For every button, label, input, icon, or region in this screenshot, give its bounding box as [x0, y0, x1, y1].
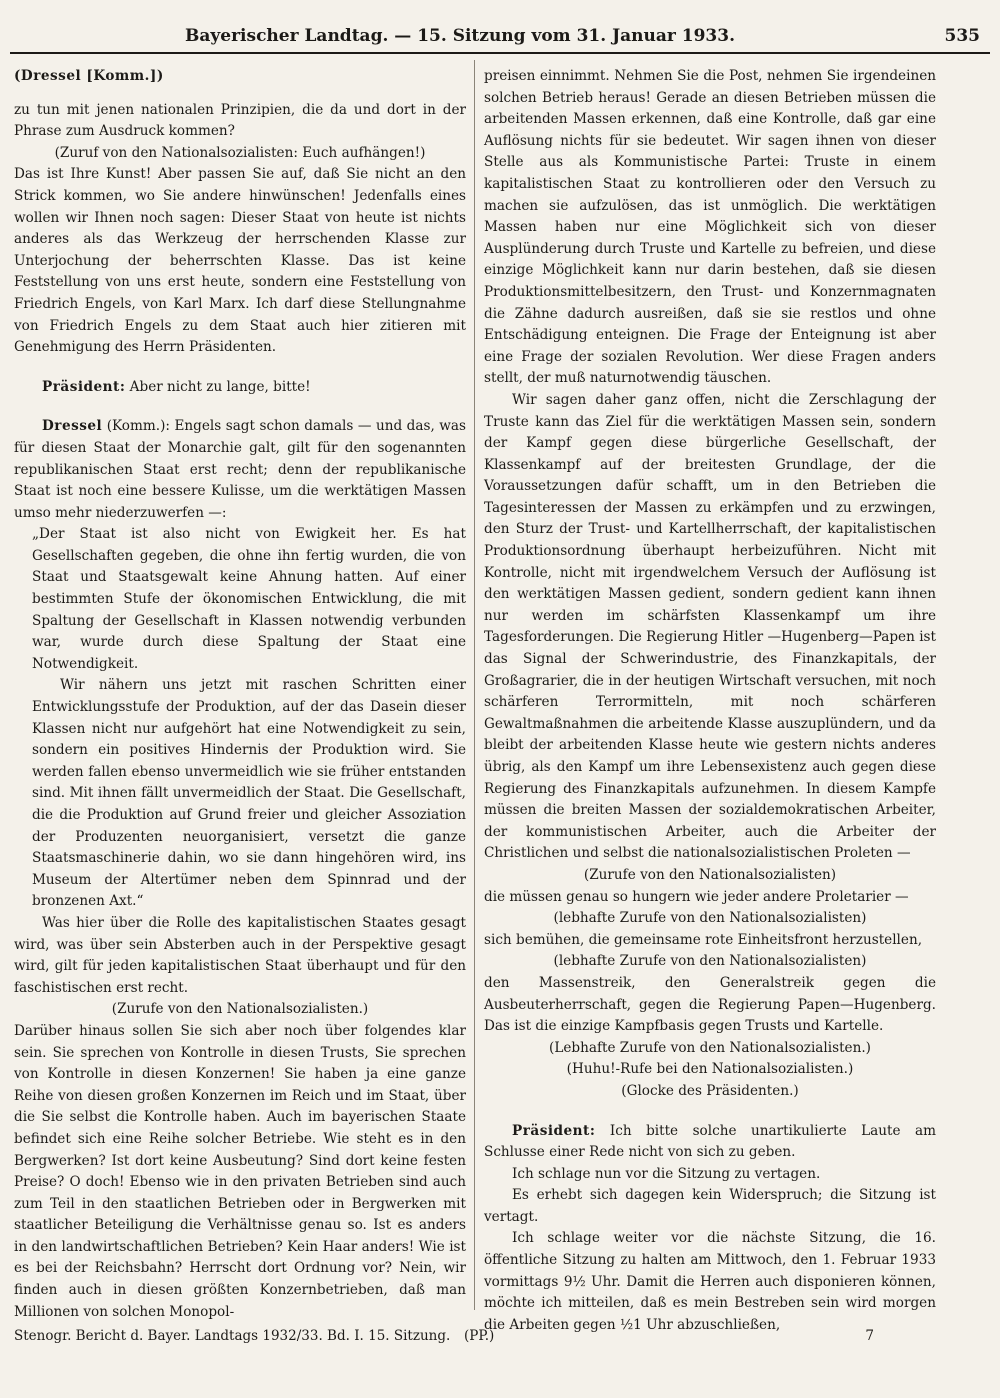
paragraph: Was hier über die Rolle des kapitalistischen Staates gesagt wird, was über sein Absterben auch in der Perspektive gesagt wird, gilt für jeden kapitalistischen Staat überhaupt und für den faschistischen erst recht. — [14, 914, 466, 996]
paragraph: den Massenstreik, den Generalstreik gegen die Ausbeuterherrschaft, gegen die Regierung Papen—Hugenberg. Das ist die einzige Kampfbasis gegen Trusts und Kartelle. — [484, 974, 936, 1035]
speaker-name: Präsident: — [42, 378, 126, 395]
speech-text: Engels sagt schon damals — und das, was für diesen Staat der Monarchie galt, gilt für den sogenannten republikanischen Staat erst recht; denn der republikanische Staat ist noch eine bessere Kulisse, um die werktätigen Massen umso mehr niederzuwerfen —: — [14, 418, 466, 521]
interjection: (lebhafte Zurufe von den Nationalsozialisten) — [553, 953, 867, 970]
column-divider — [474, 60, 475, 1310]
continued-speaker: (Dressel [Komm.]) — [14, 68, 164, 84]
quotation: „Der Staat ist also nicht von Ewigkeit her. Es hat Gesellschaften gegeben, die ohne ihn fertig wurden, die von Staat und Staatsgewalt keine Ahnung hatten. Auf einer bestimmten Stufe der ökonomischen Entwicklung, die mit Spaltung der Gesellschaft in Klassen notwendig verbunden war, wurde durch diese Spaltung der Staat eine Notwendigkeit. — [32, 526, 466, 672]
speaker-name: Präsident: — [512, 1122, 596, 1139]
paragraph: Es erhebt sich dagegen kein Widerspruch; die Sitzung ist vertagt. — [484, 1187, 936, 1225]
paragraph: Das ist Ihre Kunst! Aber passen Sie auf, daß Sie nicht an den Strick kommen, wo Sie andere hinwünschen! Jedenfalls eines wollen wir Ihnen noch sagen: Dieser Staat von heute ist nichts anderes als das Werkzeug der herrschenden Klasse zur Unterjochung der beherrschten Klasse. Das ist keine Feststellung von uns erst heute, sondern eine Feststellung von Friedrich Engels, von Karl Marx. Ich darf diese Stellungnahme von Friedrich Engels zu dem Staat auch hier zitieren mit Genehmigung des Herrn Präsidenten. — [14, 166, 466, 356]
paragraph: Ich schlage weiter vor die nächste Sitzung, die 16. öffentliche Sitzung zu halten am Mittwoch, den 1. Februar 1933 vormittags 9½ Uhr. Damit die Herren auch disponieren können, möchte ich mitteilen, daß es mein Bestreben sein wird morgen die Arbeiten gegen ½1 Uhr abzuschließen, — [484, 1230, 936, 1333]
running-title: Bayerischer Landtag. — 15. Sitzung vom 31. Januar 1933. — [185, 26, 735, 46]
paragraph: Darüber hinaus sollen Sie sich aber noch über folgendes klar sein. Sie sprechen von Kontrolle in diesen Trusts, Sie sprechen von Kontrolle in diesen Konzernen! Sie haben ja eine ganze Reihe von diesen großen Konzernen im Reich und im Staat, über die Sie selbst die Kontrolle haben. Auch im bayerischen Staate befindet sich eine Reihe solcher Betriebe. Wie steht es in den Bergwerken? Ist dort keine Ausbeutung? Sind dort keine festen Preise? O doch! Ebenso wie in den privaten Betrieben sind auch zum Teil in den staatlichen Betrieben oder in Bergwerken mit staatlicher Beteiligung die Verhältnisse genau so. Ist es anders in den landwirtschaftlichen Betrieben? Kein Haar anders! Wie ist es bei der Reichsbahn? Herrscht dort Ordnung vor? Nein, wir finden auch in diesen größten Konzernbetrieben, daß man Millionen von solchen Monopol- — [14, 1022, 466, 1320]
page-footer — [14, 1328, 974, 1354]
paragraph: Ich schlage nun vor die Sitzung zu vertagen. — [512, 1165, 821, 1182]
right-column — [484, 66, 936, 1333]
interjection: (Huhu!-Rufe bei den Nationalsozialisten.) — [566, 1061, 854, 1078]
interjection: (Zurufe von den Nationalsozialisten.) — [111, 1001, 369, 1018]
footer-reference: Stenogr. Bericht d. Bayer. Landtags 1932/33. Bd. I. 15. Sitzung. — [14, 1328, 451, 1344]
paragraph: Wir sagen daher ganz offen, nicht die Zerschlagung der Truste kann das Ziel für die werktätigen Massen sein, sondern der Kampf gegen diese bürgerliche Gesellschaft, der Klassenkampf auf der breitesten Grundlage, der die Voraussetzungen dafür schafft, um in den Betrieben die Tagesinteressen der Massen zu erkämpfen und zu erzwingen, den Sturz der Trust- und Kartellherrschaft, der kapitalistischen Produktionsordnung überhaupt herbeizuführen. Nicht mit Kontrolle, nicht mit irgendwelchem Versuch der Auflösung ist den werktätigen Massen gedient, sondern gedient kann ihnen nur werden im schärfsten Klassenkampf um ihre Tagesforderungen. Die Regierung Hitler —Hugenberg—Papen ist das Signal der Schwerindustrie, des Finanzkapitals, der Großagrarier, die in der heutigen Wirtschaft versuchen, mit noch schärferen Terrormitteln, mit noch schärferen Gewaltmaßnahmen die arbeitende Klasse auszuplündern, und da bleibt der arbeitenden Klasse heute wie gestern nichts anderes übrig, als den Kampf um ihre Lebensexistenz auch gegen diese Regierung des Finanzkapitals aufzunehmen. In diesem Kampfe müssen die breiten Massen der sozialdemokratischen Arbeiter, der kommunistischen Arbeiter, auch die Arbeiter der Christlichen und selbst die nationalsozialistischen Proleten — — [484, 391, 936, 862]
interjection: (Zurufe von den Nationalsozialisten) — [583, 866, 837, 883]
speaker-name: Dressel — [42, 418, 103, 435]
remark-text: Ich bitte solche unartikulierte Laute am Schlusse einer Rede nicht von sich zu geben. — [484, 1122, 936, 1161]
president-remark — [484, 1121, 936, 1164]
paragraph: preisen einnimmt. Nehmen Sie die Post, nehmen Sie irgendeinen solchen Betrieb heraus! Gerade an diesen Betrieben müssen die arbeitenden Massen erkennen, daß eine Kontrolle, daß gar eine Auflösung nichts für sie bedeutet. Wir sagen ihnen von dieser Stelle aus als Kommunistische Partei: Truste in einem kapitalistischen Staat zu kontrollieren oder den Versuch zu machen sie aufzulösen, das ist unmöglich. Die werktätigen Massen haben nur eine Möglichkeit sich von dieser Ausplünderung durch Truste und Kartelle zu befreien, und diese einzige Möglichkeit kann nur darin bestehen, daß sie diesen Produktionsmittelbesitzern, den Trust- und Konzernmagnaten die Zähne dadurch ausreißen, daß sie sie restlos und ohne Entschädigung enteignen. Die Frage der Enteignung ist aber eine Frage der sozialen Revolution. Wer diese Fragen anders stellt, der muß naturnotwendig täuschen. — [484, 68, 936, 387]
page-number: 535 — [944, 26, 980, 46]
speech-paragraph — [14, 416, 466, 524]
running-header — [10, 26, 990, 50]
interjection: (lebhafte Zurufe von den Nationalsozialisten) — [553, 910, 867, 927]
left-column — [14, 66, 466, 1320]
remark-text: Aber nicht zu lange, bitte! — [129, 378, 311, 395]
paragraph: sich bemühen, die gemeinsame rote Einheitsfront herzustellen, — [484, 931, 923, 948]
speaker-party: (Komm.): — [106, 418, 170, 435]
footer-sheet-number: 7 — [865, 1328, 874, 1344]
paragraph: die müssen genau so hungern wie jeder andere Proletarier — — [484, 888, 909, 905]
footer-pp: (PP.) — [464, 1328, 495, 1344]
quotation: Wir nähern uns jetzt mit raschen Schritten einer Entwicklungsstufe der Produktion, auf der das Dasein dieser Klassen nicht nur aufgehört hat eine Notwendigkeit zu sein, sondern ein positives Hindernis der Produktion wird. Sie werden fallen ebenso unvermeidlich wie sie früher entstanden sind. Mit ihnen fällt unvermeidlich der Staat. Die Gesellschaft, die die Produktion auf Grund freier und gleicher Assoziation der Produzenten neuorganisiert, versetzt die ganze Staatsmaschinerie dahin, wo sie dann hingehören wird, ins Museum der Altertümer neben dem Spinnrad und der bronzenen Axt.“ — [32, 677, 466, 910]
interjection: (Zuruf von den Nationalsozialisten: Euch aufhängen!) — [54, 144, 426, 161]
president-remark — [14, 377, 466, 399]
interjection: (Lebhafte Zurufe von den Nationalsozialisten.) — [549, 1039, 871, 1056]
interjection: (Glocke des Präsidenten.) — [621, 1082, 799, 1099]
paragraph: zu tun mit jenen nationalen Prinzipien, die da und dort in der Phrase zum Ausdruck kommen? — [14, 101, 466, 140]
header-rule — [10, 52, 990, 54]
